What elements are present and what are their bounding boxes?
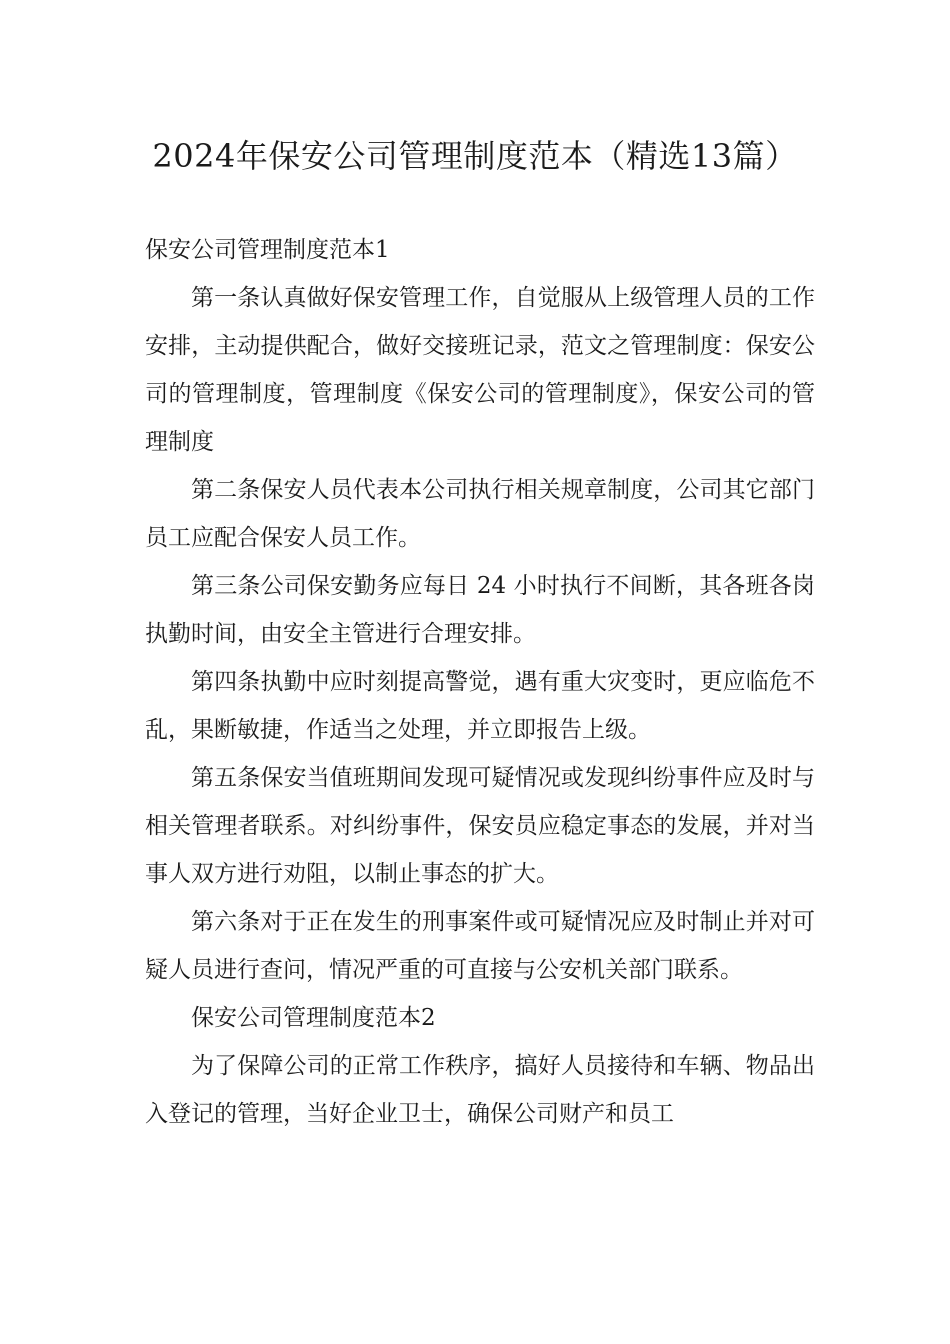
paragraph: 第三条公司保安勤务应每日 24 小时执行不间断，其各班各岗执勤时间，由安全主管进行合理安排。 <box>145 573 815 647</box>
paragraph: 第六条对于正在发生的刑事案件或可疑情况应及时制止并对可疑人员进行查问，情况严重的可直接与公安机关部门联系。 <box>145 909 815 983</box>
paragraph: 第四条执勤中应时刻提高警觉，遇有重大灾变时，更应临危不乱，果断敏捷，作适当之处理，并立即报告上级。 <box>145 669 815 743</box>
paragraph: 为了保障公司的正常工作秩序，搞好人员接待和车辆、物品出入登记的管理，当好企业卫士，确保公司财产和员工 <box>145 1053 815 1127</box>
paragraph: 第二条保安人员代表本公司执行相关规章制度，公司其它部门员工应配合保安人员工作。 <box>145 477 815 551</box>
section-heading: 保安公司管理制度范本2 <box>191 1005 436 1031</box>
paragraph: 第五条保安当值班期间发现可疑情况或发现纠纷事件应及时与相关管理者联系。对纠纷事件，保安员应稳定事态的发展，并对当事人双方进行劝阻，以制止事态的扩大。 <box>145 765 815 887</box>
document-body <box>145 226 815 1138</box>
document-title: 2024年保安公司管理制度范本（精选13篇） <box>152 137 798 175</box>
section-heading: 保安公司管理制度范本1 <box>145 237 390 263</box>
paragraph: 第一条认真做好保安管理工作，自觉服从上级管理人员的工作安排，主动提供配合，做好交接班记录，范文之管理制度：保安公司的管理制度，管理制度《保安公司的管理制度》，保安公司的管理制度 <box>145 285 815 455</box>
